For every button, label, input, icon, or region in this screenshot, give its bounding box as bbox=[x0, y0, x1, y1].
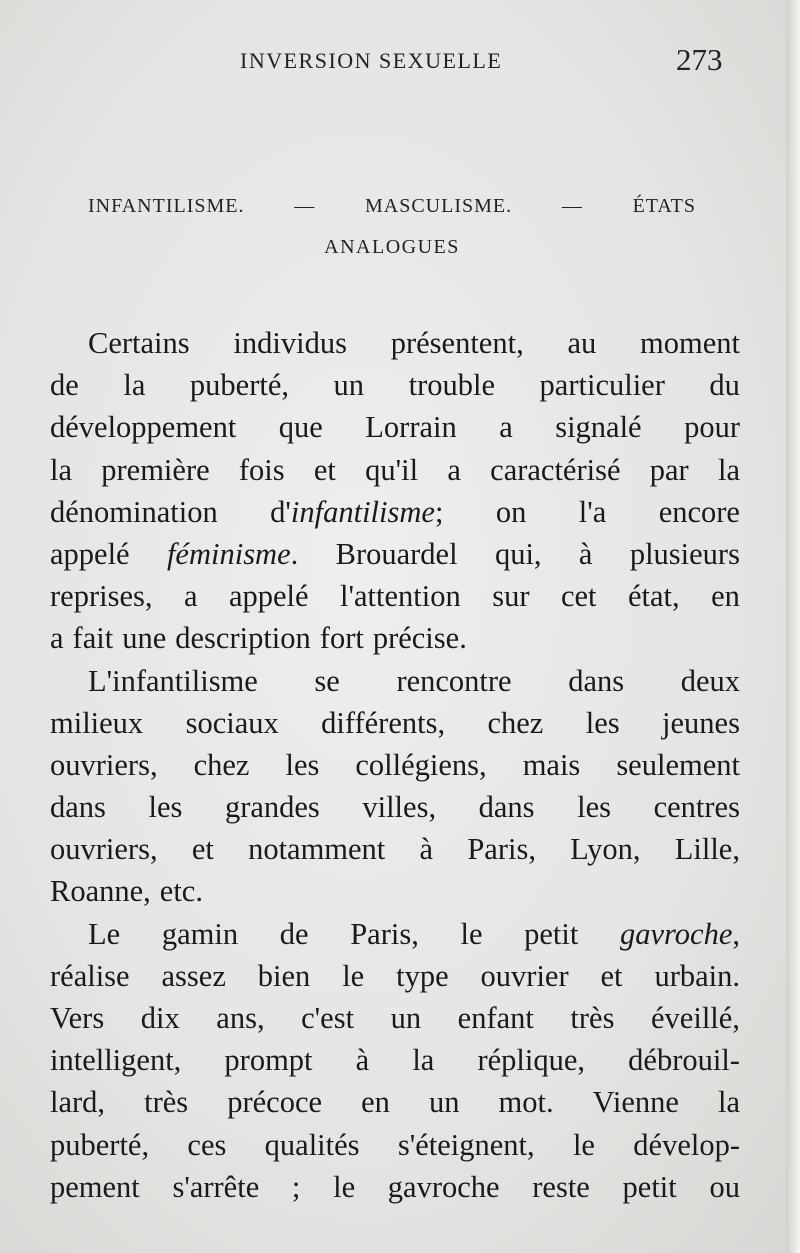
text-line: Vers dix ans, c'est un enfant très éveillé, bbox=[50, 1001, 740, 1035]
heading-masculisme: MASCULISME. bbox=[364, 195, 513, 217]
text-line: de la puberté, un trouble particulier du bbox=[50, 368, 740, 403]
heading-dash: — bbox=[561, 195, 583, 217]
text-line: la première fois et qu'il a caractérisé par la bbox=[50, 452, 740, 487]
section-heading bbox=[88, 195, 696, 218]
text-line: Le gamin de Paris, le petit gavroche, bbox=[88, 916, 740, 951]
text-line: reprises, a appelé l'attention sur cet état, en bbox=[50, 579, 740, 614]
heading-dash: — bbox=[294, 195, 316, 217]
text-line: L'infantilisme se rencontre dans deux bbox=[88, 663, 740, 698]
heading-infantilisme: INFANTILISME. bbox=[88, 195, 245, 217]
text-line: milieux sociaux différents, chez les jeunes bbox=[50, 705, 740, 740]
text-line: a fait une description fort précise. bbox=[50, 621, 467, 656]
text-line: pement s'arrête ; le gavroche reste petit ou bbox=[50, 1169, 740, 1204]
section-heading-line2: ANALOGUES bbox=[324, 236, 460, 258]
text-line: puberté, ces qualités s'éteignent, le dévelop- bbox=[50, 1127, 740, 1162]
text-line: dans les grandes villes, dans les centres bbox=[50, 790, 740, 825]
text-line: Roanne, etc. bbox=[50, 874, 203, 909]
text-line: ouvriers, chez les collégiens, mais seulement bbox=[50, 747, 740, 782]
text-line: réalise assez bien le type ouvrier et urbain. bbox=[50, 958, 740, 993]
text-line: ouvriers, et notamment à Paris, Lyon, Lille, bbox=[50, 832, 740, 867]
heading-etats: ÉTATS bbox=[632, 195, 696, 217]
text-line: dénomination d'infantilisme; on l'a encore bbox=[50, 494, 740, 529]
text-line: lard, très précoce en un mot. Vienne la bbox=[50, 1085, 740, 1120]
text-line: intelligent, prompt à la réplique, débrouil- bbox=[50, 1043, 740, 1078]
text-line: appelé féminisme. Brouardel qui, à plusieurs bbox=[50, 536, 740, 571]
page-edge bbox=[786, 0, 800, 1253]
body-text bbox=[50, 322, 740, 1208]
page-number: 273 bbox=[676, 42, 723, 77]
text-line: développement que Lorrain a signalé pour bbox=[50, 410, 740, 445]
text-line: Certains individus présentent, au moment bbox=[88, 326, 740, 360]
running-head: INVERSION SEXUELLE bbox=[240, 48, 503, 73]
